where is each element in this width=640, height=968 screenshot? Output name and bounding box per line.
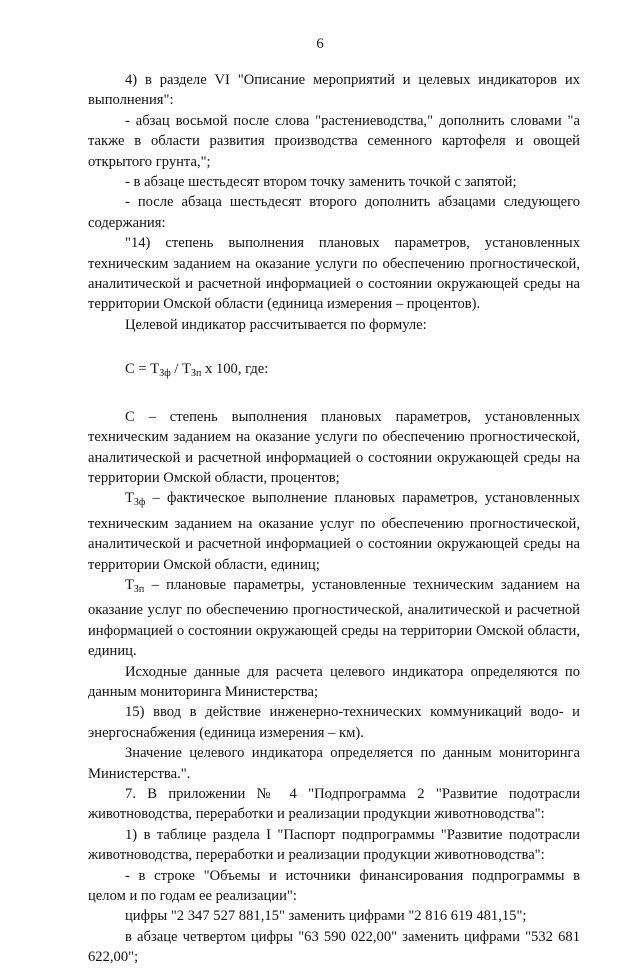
paragraph: 1) в таблице раздела I "Паспорт подпрограммы "Развитие подотрасли животноводства, переработки и реализации продукции животноводства": [88, 826, 580, 864]
paragraph: - абзац восьмой после слова "растениеводства," дополнить словами "а также в области развития производства семенного картофеля и овощей открытого грунта,"; [88, 112, 580, 170]
definition-c: С – степень выполнения плановых параметров, установленных техническим заданием на оказание услуги по обеспечению прогностической, аналитической и расчетной информацией о состоянии окружающей среды на территории Омской области, процентов; [88, 408, 580, 486]
paragraph: - в абзаце шестьдесят втором точку заменить точкой с запятой; [125, 174, 517, 191]
formula [88, 359, 580, 384]
definition-text: – фактическое выполнение плановых параметров, установленных техническим заданием на оказание услуг по обеспечению прогностической, аналитической и расчетной информацией о состоянии окружающей среды на территории Омской области, единиц; [88, 490, 580, 573]
paragraph: Значение целевого индикатора определяется по данным мониторинга Министерства.". [88, 745, 580, 782]
paragraph: - в строке "Объемы и источники финансирования подпрограммы в целом и по годам ее реализации": [88, 867, 580, 905]
paragraph: цифры "2 347 527 881,15" заменить цифрами "2 816 619 481,15"; [125, 908, 527, 925]
document-body [88, 70, 580, 968]
paragraph: 4) в разделе VI "Описание мероприятий и целевых индикаторов их выполнения": [88, 72, 580, 109]
formula-tail: x 100, где: [201, 361, 269, 378]
definition-t-fact [88, 488, 580, 575]
paragraph: в абзаце четвертом цифры "63 590 022,00" заменить цифрами "532 681 622,00"; [88, 928, 580, 966]
page-number: 6 [316, 36, 324, 52]
paragraph: Целевой индикатор рассчитывается по формуле: [125, 316, 427, 333]
paragraph: 7. В приложении № 4 "Подпрограмма 2 "Развитие подотрасли животноводства, переработки и реализации продукции животноводства": [88, 786, 580, 823]
definition-subscript: Зп [133, 583, 145, 595]
formula-divider: / Т [170, 361, 191, 378]
definition-text: – плановые параметры, установленные техническим заданием на оказание услуг по обеспечению прогностической, аналитической и расчетной информацией о состоянии окружающей среды на территории Омской области, единиц. [88, 576, 580, 660]
paragraph: 15) ввод в действие инженерно-технических коммуникаций водо- и энергоснабжения (единица измерения – км). [88, 704, 580, 741]
paragraph: - после абзаца шестьдесят второго дополнить абзацами следующего содержания: [88, 194, 580, 231]
formula-lhs: C = Т [125, 361, 160, 378]
definition-subscript: Зф [133, 497, 146, 509]
paragraph: Исходные данные для расчета целевого индикатора определяются по данным мониторинга Министерства; [88, 663, 580, 700]
definition-symbol: Т [125, 490, 134, 507]
formula-sub-plan: Зп [190, 368, 202, 380]
definition-t-plan [88, 575, 580, 662]
paragraph: "14) степень выполнения плановых параметров, установленных техническим заданием на оказание услуги по обеспечению прогностической, аналитической и расчетной информацией о состоянии окружающей среды на территории Омской области (единица измерения – процентов). [88, 235, 580, 313]
formula-sub-fact: Зф [159, 368, 171, 380]
definition-symbol: Т [125, 576, 134, 593]
